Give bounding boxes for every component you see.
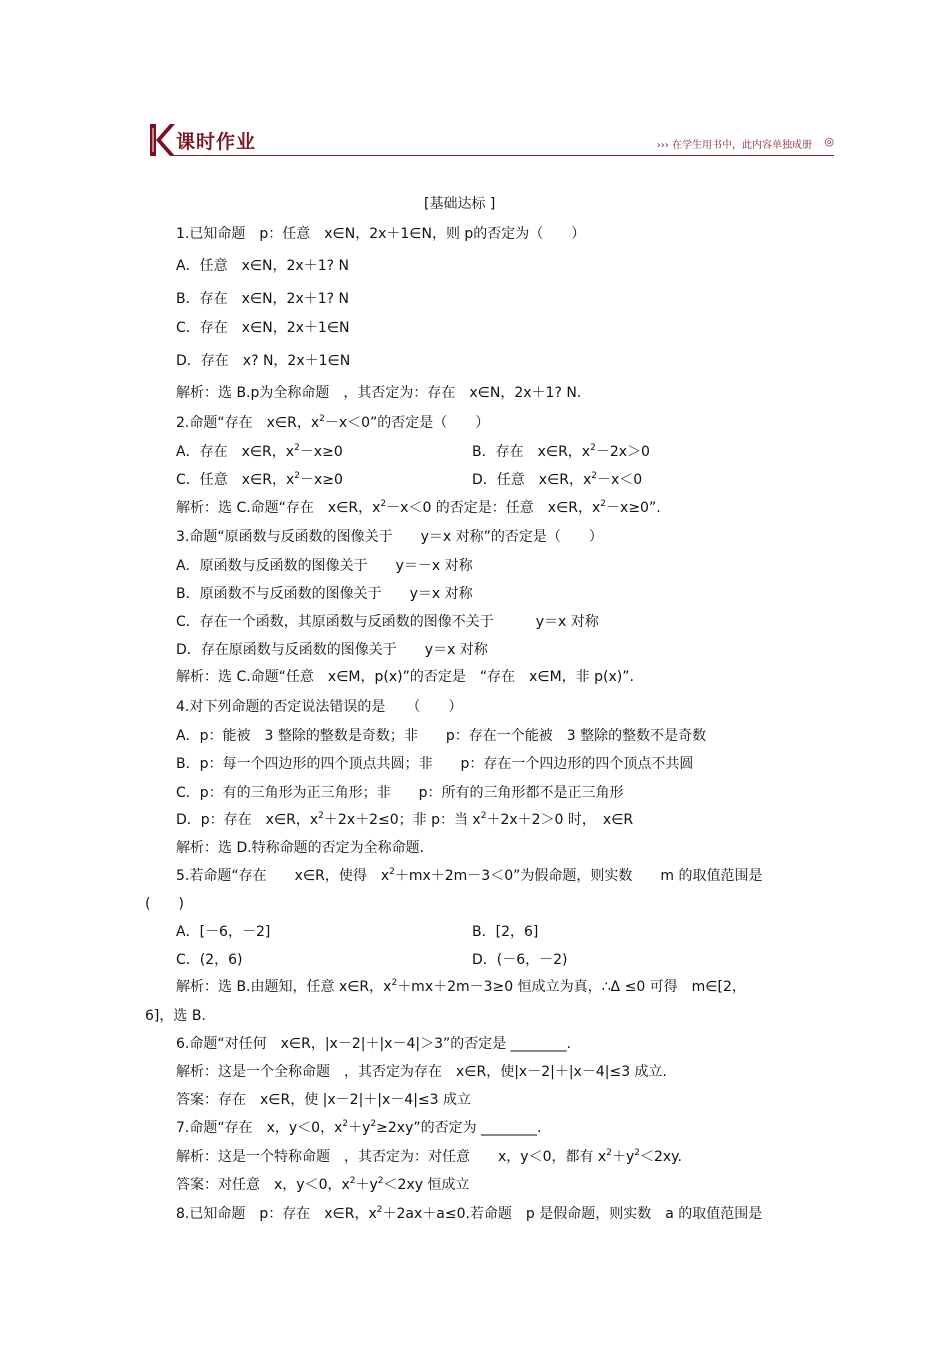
section-title: [基础达标 ] (424, 196, 496, 212)
q1-option-a: A．任意 x∈N，2x＋1? N (176, 258, 349, 274)
header-mark-icon: ◎ (824, 135, 834, 148)
q1-option-d: D．存在 x? N，2x＋1∈N (176, 353, 351, 369)
q1-stem: 1.已知命题 p：任意 x∈N，2x＋1∈N，则 p的否定为（ ） (176, 226, 586, 242)
q4-option-d: D．p：存在 x∈R，$x^2+2x+2\le 0$；非 p：当 $x^2+2x+2>0$ 时， x∈R (176, 811, 634, 828)
q2-analysis: 解析：选 C.命题“存在 x∈R，$x^2-x<0$ 的否定是：任意 x∈R，$x^2-x\ge 0$”. (176, 499, 661, 516)
q5-option-a: A．[－6，－2] (176, 924, 271, 940)
q2-option-d: D．任意 x∈R，$x^2-x<0$ (472, 471, 643, 488)
q1-analysis: 解析：选 B.p为全称命题 ，其否定为：存在 x∈N，2x＋1? N. (176, 385, 582, 401)
q5-option-b: B．[2，6] (472, 924, 539, 940)
q4-analysis: 解析：选 D.特称命题的否定为全称命题. (176, 840, 425, 856)
q5-option-c: C．(2，6) (176, 952, 243, 968)
q6-analysis: 解析：这是一个全称命题 ，其否定为存在 x∈R，使|x－2|＋|x－4|≤3 成立. (176, 1064, 667, 1080)
header-note: ››› 在学生用书中，此内容单独成册 (656, 140, 812, 151)
q3-option-d: D．存在原函数与反函数的图像关于 y＝x 对称 (176, 642, 488, 658)
q4-option-a: A．p：能被 3 整除的整数是奇数；非 p：存在一个能被 3 整除的整数不是奇数 (176, 728, 707, 744)
q1-option-c: C．存在 x∈N，2x＋1∈N (176, 320, 350, 336)
header-divider (172, 155, 834, 156)
q7-answer: 答案：对任意 x，y＜0，$x^2+y^2<2xy$ 恒成立 (176, 1176, 470, 1193)
q1-option-b: B．存在 x∈N，2x＋1? N (176, 291, 350, 307)
q2-stem: 2.命题“存在 x∈R，$x^2-x<0$”的否定是（ ） (176, 414, 490, 431)
q3-analysis: 解析：选 C.命题“任意 x∈M，p(x)”的否定是 “存在 x∈M，非 p(x)”. (176, 669, 634, 685)
q7-analysis: 解析：这是一个特称命题 ，其否定为：对任意 x，y＜0，都有 $x^2+y^2<2xy$. (176, 1148, 682, 1165)
q8-stem: 8.已知命题 p：存在 x∈R，$x^2+2ax+a\le 0$.若命题 p 是假命题，则实数 a 的取值范围是 (176, 1205, 763, 1222)
q2-option-b: B．存在 x∈R，$x^2-2x>0$ (472, 443, 650, 460)
q4-stem: 4.对下列命题的否定说法错误的是 （ ） (176, 699, 463, 715)
q2-option-c: C．任意 x∈R，$x^2-x\ge 0$ (176, 471, 343, 488)
header-title: 课时作业 (176, 131, 257, 153)
q5-analysis: 解析：选 B.由题知，任意 x∈R，$x^2+mx+2m-3\ge 0$ 恒成立为真，∴Δ ≤0 可得 m∈[2， (176, 978, 746, 995)
q6-answer: 答案：存在 x∈R，使 |x－2|＋|x－4|≤3 成立 (176, 1092, 471, 1108)
q5-analysis-cont: 6]，选 B. (145, 1008, 206, 1024)
q3-option-c: C．存在一个函数，其原函数与反函数的图像不关于 y＝x 对称 (176, 614, 599, 630)
q6-stem: 6.命题“对任何 x∈R，|x－2|＋|x－4|＞3”的否定是 ________. (176, 1036, 572, 1052)
q2-option-a: A．存在 x∈R，$x^2-x\ge 0$ (176, 443, 343, 460)
q7-stem: 7.命题“存在 x，y＜0，$x^2+y^2\ge 2xy$”的否定为 ________. (176, 1119, 542, 1136)
q3-option-a: A．原函数与反函数的图像关于 y＝－x 对称 (176, 558, 473, 574)
q5-stem: 5.若命题“存在 x∈R，使得 $x^2+mx+2m-3<0$”为假命题，则实数 m 的取值范围是 (176, 867, 763, 884)
k-logo-icon (148, 122, 176, 158)
q5-stem-paren: ( ) (145, 896, 184, 912)
q5-option-d: D．(－6，－2) (472, 952, 568, 968)
page-header (148, 118, 834, 160)
q4-option-c: C．p：有的三角形为正三角形；非 p：所有的三角形都不是正三角形 (176, 785, 624, 801)
q3-stem: 3.命题“原函数与反函数的图像关于 y＝x 对称”的否定是（ ） (176, 529, 603, 545)
q3-option-b: B．原函数不与反函数的图像关于 y＝x 对称 (176, 586, 473, 602)
q4-option-b: B．p：每一个四边形的四个顶点共圆；非 p：存在一个四边形的四个顶点不共圆 (176, 756, 694, 772)
